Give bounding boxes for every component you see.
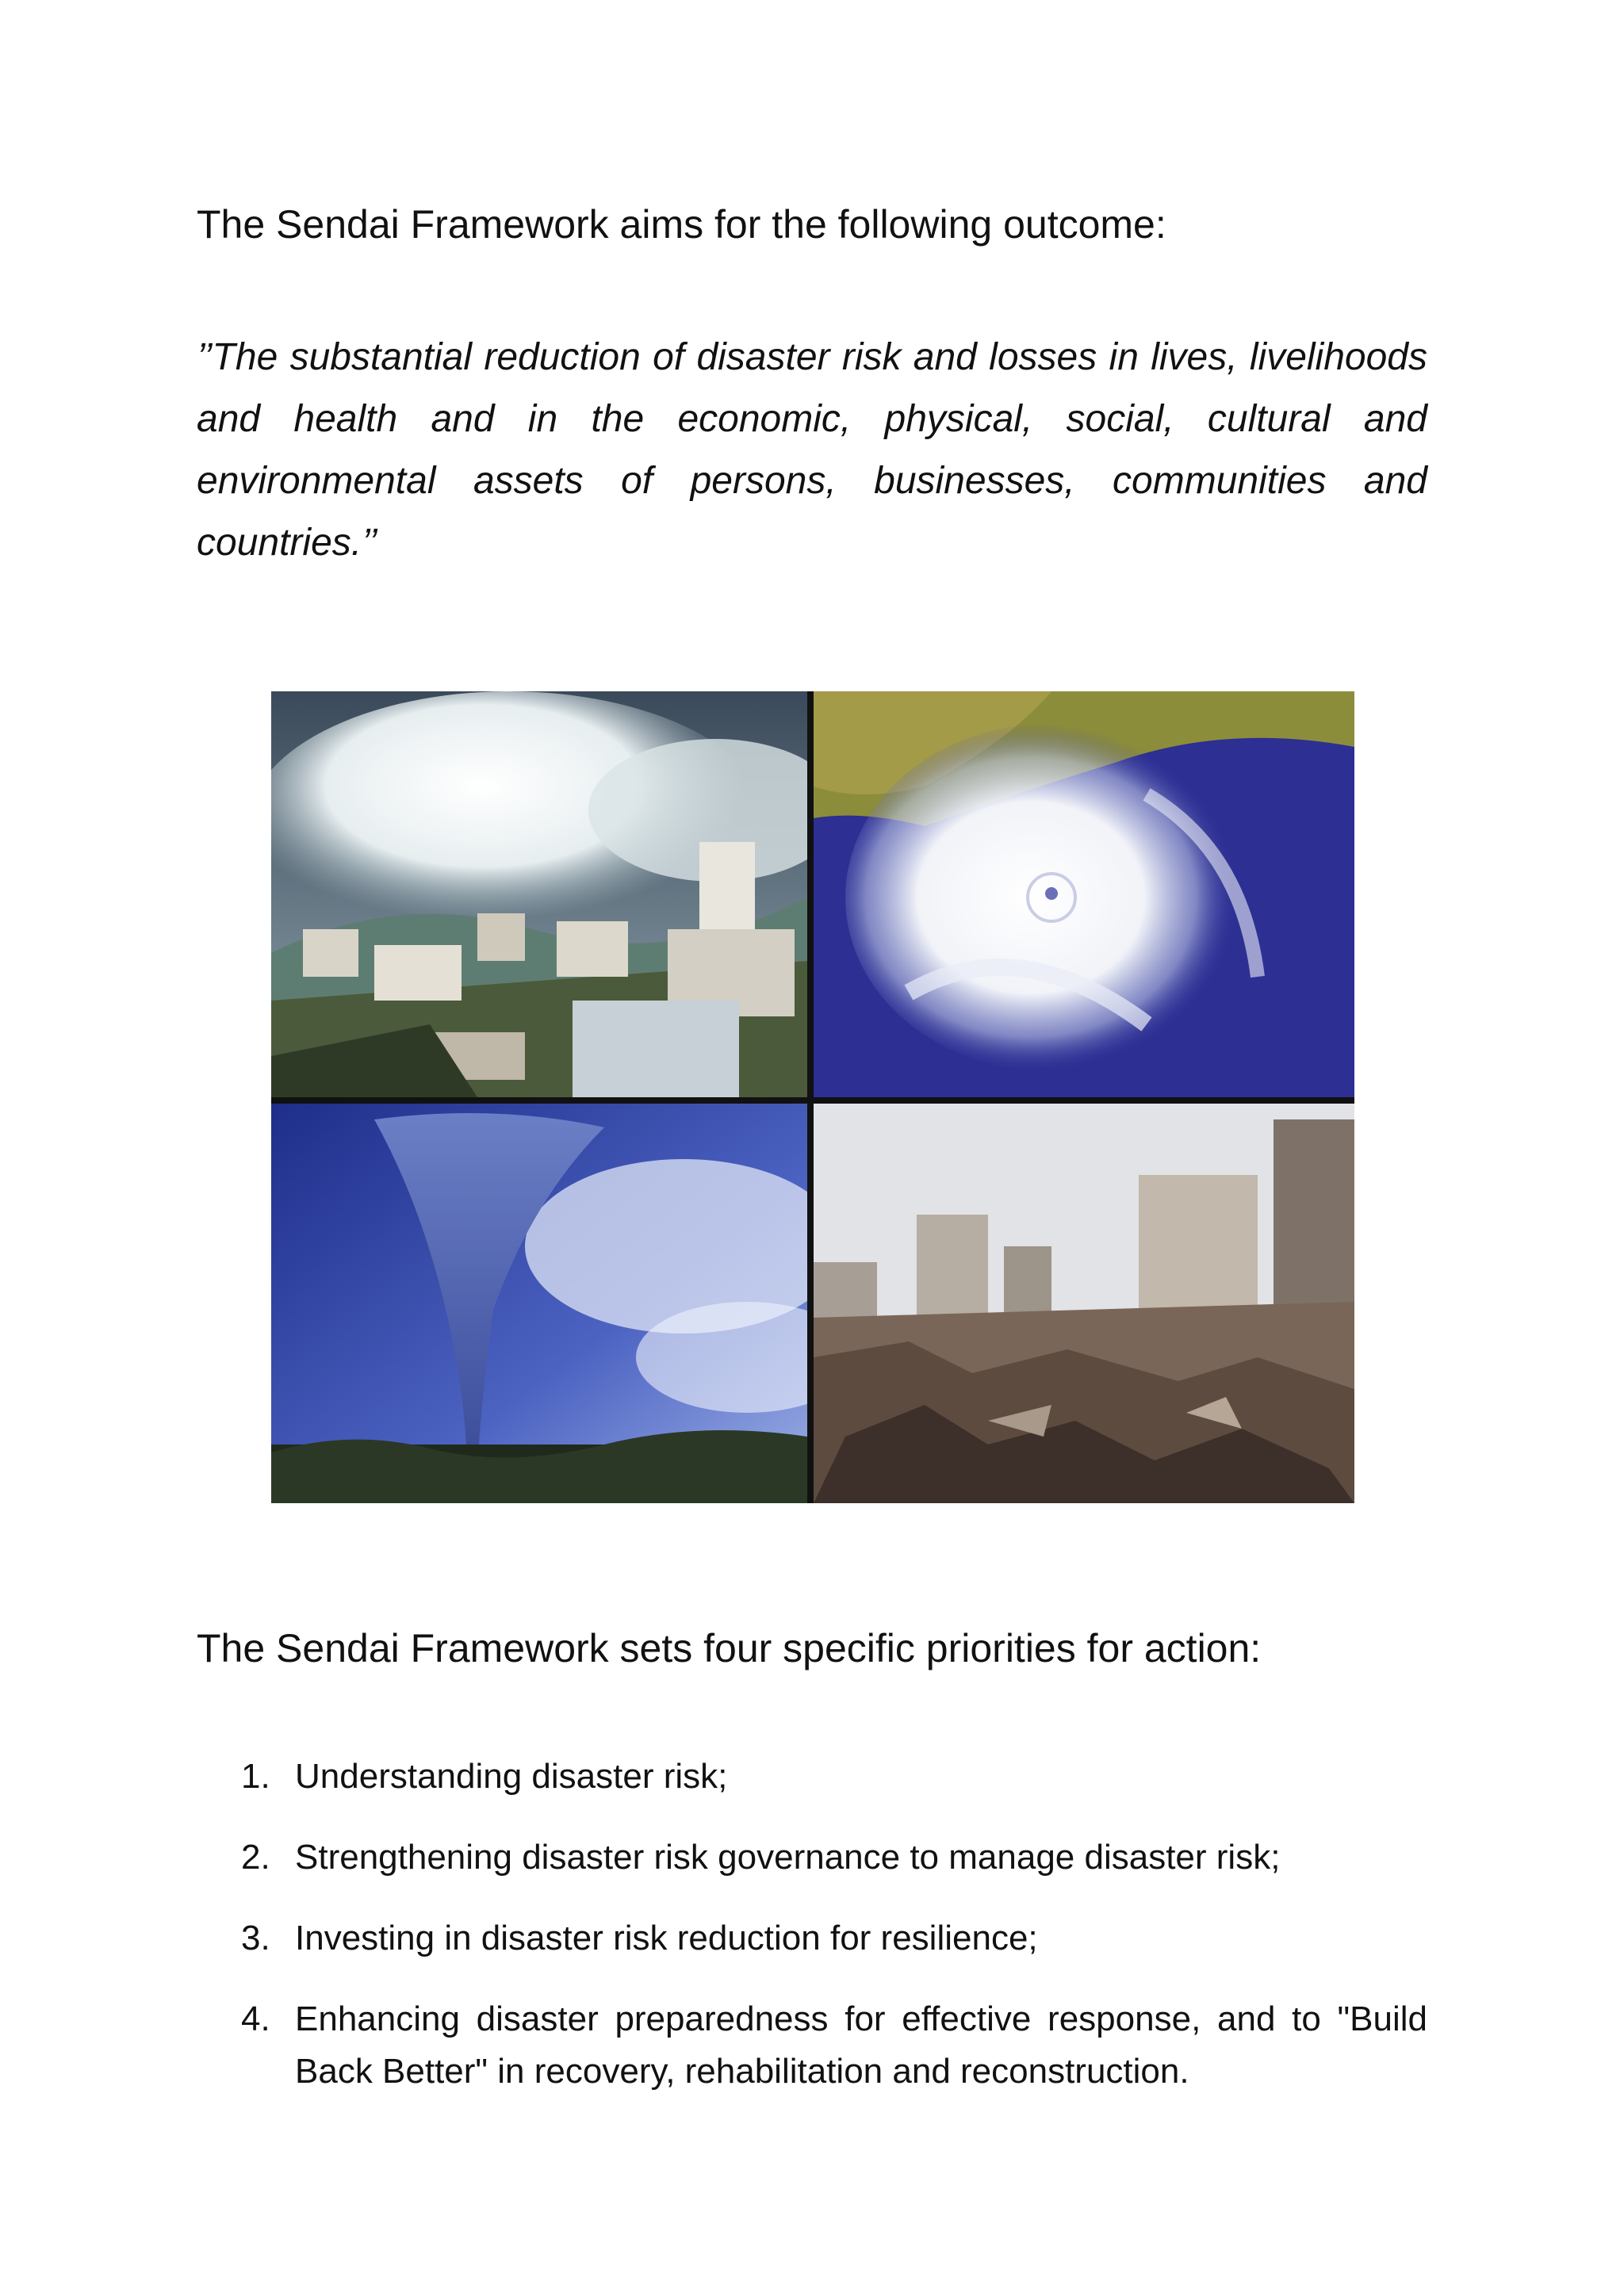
list-item	[197, 1751, 1427, 1803]
list-text: Understanding disaster risk;	[295, 1757, 728, 1796]
list-item	[197, 1912, 1427, 1965]
list-number: 2.	[241, 1838, 270, 1877]
disaster-photo-collage	[271, 691, 1354, 1503]
priorities-list	[197, 1751, 1427, 2126]
list-text: Enhancing disaster preparedness for effective response, and to "Build Back Better" in recovery, rehabilitation and reconstruction.	[295, 1999, 1427, 2091]
hurricane-satellite-photo	[814, 691, 1354, 1097]
tornado-photo	[271, 1104, 807, 1503]
list-item	[197, 1831, 1427, 1884]
intro-text: The Sendai Framework aims for the following outcome:	[197, 202, 1166, 247]
outcome-quote: ’’The substantial reduction of disaster risk and losses in lives, livelihoods and health and in the economic, physical, social, cultural and environmental assets of persons, businesses, communities and countries.’’	[197, 336, 1427, 564]
list-text: Strengthening disaster risk governance to manage disaster risk;	[295, 1838, 1281, 1877]
tsunami-photo	[271, 691, 807, 1097]
priorities-heading: The Sendai Framework sets four specific priorities for action:	[197, 1626, 1262, 1670]
list-text: Investing in disaster risk reduction for resilience;	[295, 1919, 1038, 1957]
earthquake-ruins-photo	[814, 1104, 1354, 1503]
list-number: 3.	[241, 1919, 270, 1957]
list-number: 1.	[241, 1757, 270, 1796]
list-number: 4.	[241, 1999, 270, 2038]
list-item	[197, 1993, 1427, 2098]
